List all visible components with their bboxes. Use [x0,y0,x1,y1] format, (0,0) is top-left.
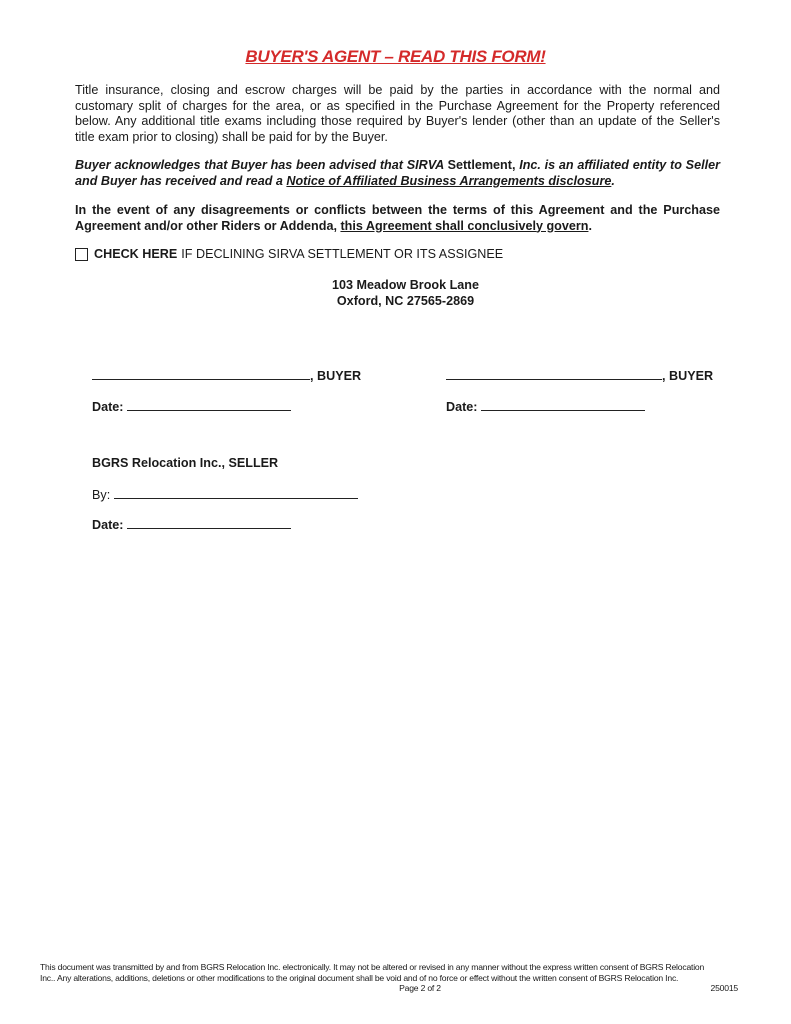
footer [40,962,738,994]
seller-date-label: Date: [92,518,124,532]
property-street: 103 Meadow Brook Lane [332,278,479,292]
decline-label: IF DECLINING SIRVA SETTLEMENT OR ITS ASSIGNEE [181,247,504,261]
seller-by-label: By: [92,488,111,502]
decline-sirva-checkbox[interactable] [75,248,88,261]
buyer-2-date-label: Date: [446,400,478,414]
affiliated-business-notice-link: Notice of Affiliated Business Arrangements disclosure [286,173,612,188]
buyer-1-date-line[interactable] [127,398,291,411]
buyer-2-date[interactable] [446,398,645,414]
seller-by[interactable] [92,486,358,502]
buyer-2-signature-line[interactable] [446,367,662,380]
buyer-1-signature[interactable] [92,367,361,383]
buyer-1-signature-line[interactable] [92,367,310,380]
buyer-2-date-line[interactable] [481,398,645,411]
title-insurance-paragraph: Title insurance, closing and escrow charges will be paid by the parties in accordance with the normal and customary split of charges for the area, or as specified in the Purchase Agreement for the Property referenced below. Any additional title exams including those required by Buyer's lender (other than an update of the Seller's title exam prior to closing) shall be paid for by the Buyer. [75,83,720,144]
check-here-label: CHECK HERE [94,247,178,261]
conflict-text: In the event of any disagreements or conflicts between the terms of this Agreement and the Purchase Agreement and/or other Riders or Addenda, [75,203,720,233]
seller-date[interactable] [92,516,291,532]
page-number: Page 2 of 2 [399,983,441,993]
conflict-underlined: this Agreement shall conclusively govern [340,218,589,233]
footer-line-2: Inc.. Any alterations, additions, deletions or other modifications to the original document shall be void and of no force or effect without the written consent of BGRS Relocation Inc. [40,972,679,983]
buyer-2-signature[interactable] [446,367,713,383]
affiliation-text-1: Buyer acknowledges that Buyer has been advised that SIRVA [75,158,448,172]
form-title: BUYER'S AGENT – READ THIS FORM! [245,47,546,66]
decline-sirva-checkbox-row[interactable] [75,247,503,261]
buyer-2-label: , BUYER [662,369,714,383]
property-address [0,277,791,309]
affiliation-text-2: Settlement, [447,158,516,172]
footer-line-1: This document was transmitted by and from BGRS Relocation Inc. electronically. It may not be altered or revised in any manner without the express written consent of BGRS Relocation [40,962,705,972]
buyer-1-date-label: Date: [92,400,124,414]
conflict-paragraph [75,203,720,234]
document-code: 250015 [710,983,738,993]
seller-date-line[interactable] [127,516,291,529]
property-city-state-zip: Oxford, NC 27565-2869 [336,294,475,308]
buyer-1-label: , BUYER [310,369,362,383]
buyer-1-date[interactable] [92,398,291,414]
affiliation-end: . [611,173,615,188]
seller-by-line[interactable] [114,486,358,499]
affiliation-paragraph [75,158,720,189]
affiliation-text-3: Inc. is an affiliated entity to Seller and Buyer has received and read a [75,158,720,188]
seller-name: BGRS Relocation Inc., SELLER [92,456,279,470]
conflict-end: . [588,218,592,233]
